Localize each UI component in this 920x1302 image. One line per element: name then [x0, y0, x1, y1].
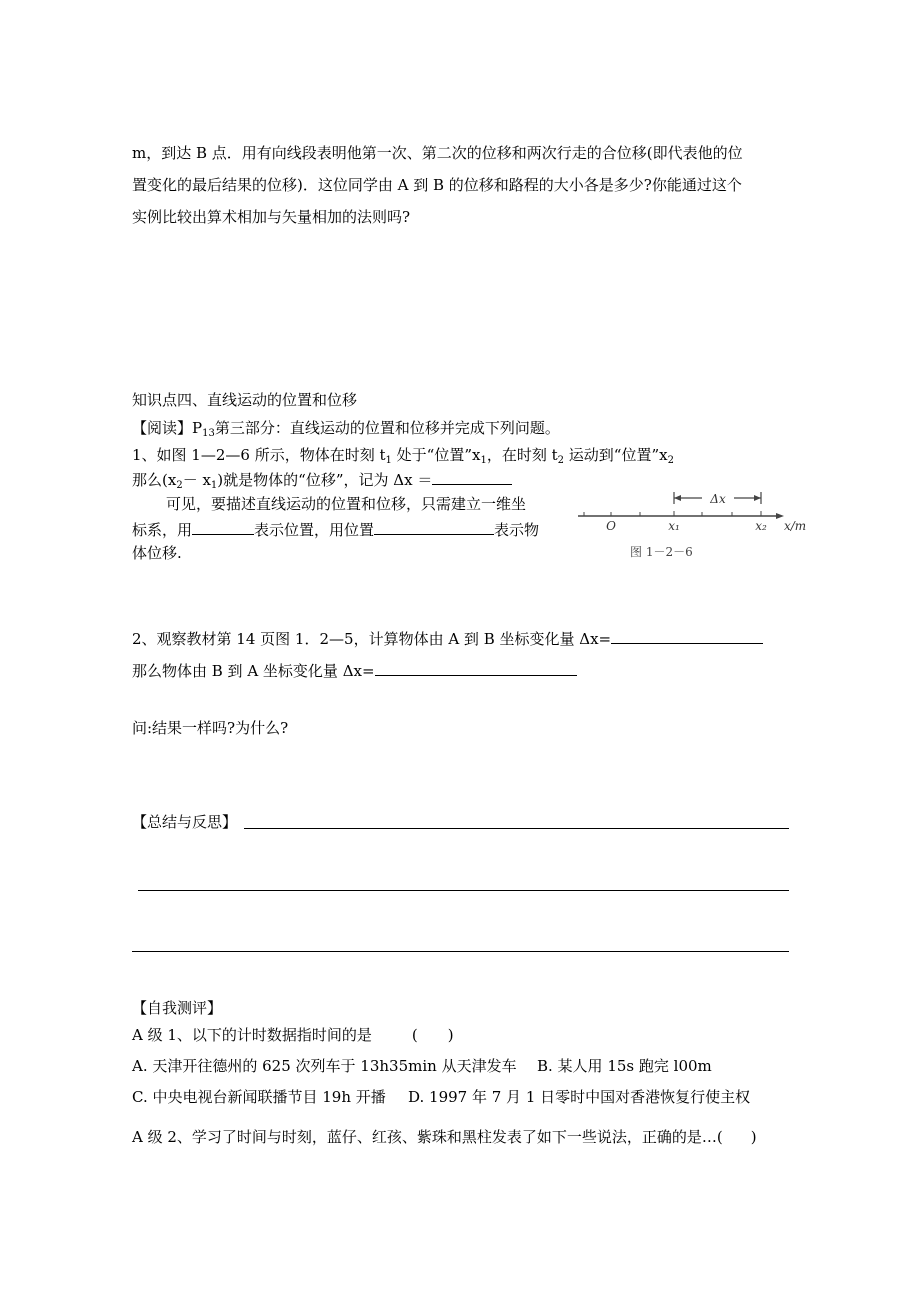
option-c: C. 中央电视台新闻联播节目 19h 开播 [132, 1088, 386, 1106]
summary-label: 【总结与反思】 [132, 813, 238, 831]
summary-line-2[interactable] [138, 890, 789, 891]
self-test-item-1: A 级 1、以下的计时数据指时间的是 ( ) [132, 1026, 454, 1044]
self-test-heading: 【自我测评】 [132, 999, 223, 1017]
x2-label: x₂ [755, 519, 767, 533]
option-a: A. 天津开往德州的 625 次列车于 13h35min 从天津发车 [132, 1057, 517, 1075]
summary-line-3[interactable] [132, 951, 789, 952]
arrow-right-icon [754, 495, 761, 501]
q1-line-5: 体位移. [132, 544, 182, 562]
q1-line-3: 可见，要描述直线运动的位置和位移，只需建立一维坐 [166, 495, 527, 513]
q2-line-2: 那么物体由 B 到 A 坐标变化量 Δx= [132, 660, 577, 681]
intro-line-3: 实例比较出算术相加与矢量相加的法则吗? [132, 208, 411, 226]
reading-line: 【阅读】$P_{13}$第三部分：直线运动的位置和位移并完成下列问题。 [132, 419, 560, 439]
summary-line-1[interactable] [244, 828, 789, 829]
q1-line-1: 1、如图 1—2—6 所示，物体在时刻 $t_1$ 处于“位置$”x_1$，在时刻 $t_2$ 运动到“位置$”x_2$ [132, 446, 674, 466]
delta-x-ba-blank[interactable] [375, 660, 577, 676]
arrow-left-icon [674, 495, 681, 501]
section-heading: 知识点四、直线运动的位置和位移 [132, 391, 358, 409]
delta-x-blank[interactable] [432, 469, 512, 485]
q1-line-4: 标系，用 表示位置，用位置 表示物 [132, 521, 540, 539]
figure-caption: 图 1－2－6 [630, 545, 693, 559]
x1-label: x₁ [668, 519, 680, 533]
q2-line-1: 2、观察教材第 14 页图 1．2—5，计算物体由 A 到 B 坐标变化量 Δx= [132, 628, 763, 649]
question-line: 问:结果一样吗?为什么? [132, 719, 289, 737]
axis-label: x/m [784, 519, 807, 533]
option-d: D. 1997 年 7 月 1 日零时中国对香港恢复行使主权 [408, 1088, 751, 1106]
delta-x-label: Δx [710, 492, 726, 506]
axis-arrow-icon [776, 513, 784, 519]
displacement-blank[interactable] [374, 519, 494, 535]
q1-line-2: 那么$(x_2- x_1)$就是物体的“位移”，记为 Δx ＝ [132, 469, 512, 490]
intro-line-2: 置变化的最后结果的位移)．这位同学由 A 到 B 的位移和路程的大小各是多少?你能通过这个 [132, 176, 742, 194]
option-b: B. 某人用 15s 跑完 l00m [537, 1057, 712, 1075]
self-test-item-2: A 级 2、学习了时间与时刻，蓝仔、红孩、紫珠和黑柱发表了如下一些说法，正确的是…( ) [132, 1128, 757, 1146]
delta-x-ab-blank[interactable] [611, 628, 763, 644]
origin-label: O [606, 519, 616, 533]
intro-line-1: m，到达 B 点．用有向线段表明他第一次、第二次的位移和两次行走的合位移(即代表他的位 [132, 144, 743, 162]
number-line-figure [574, 487, 814, 567]
position-blank[interactable] [192, 519, 254, 535]
